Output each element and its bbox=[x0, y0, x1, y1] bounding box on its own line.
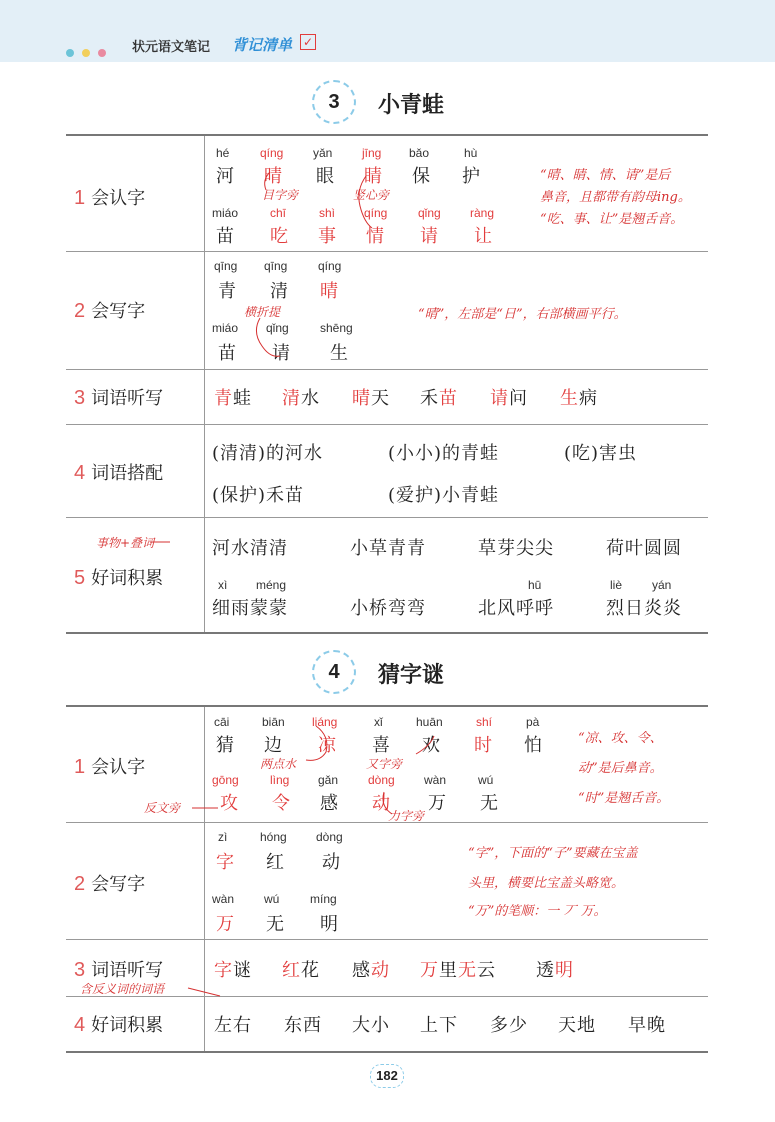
character: 猜 bbox=[216, 735, 234, 756]
character: 无 bbox=[266, 914, 284, 935]
note-line: “晴”，左部是“日”，右部横画平行。 bbox=[418, 307, 627, 322]
pinyin: dòng bbox=[368, 773, 395, 787]
good-word: 河水清清 bbox=[212, 538, 288, 559]
lesson4-row-good-words bbox=[66, 997, 708, 1053]
character: 动 bbox=[372, 793, 390, 814]
check-icon: ✓ bbox=[300, 34, 316, 50]
pinyin: chī bbox=[270, 206, 287, 220]
dot-blue bbox=[66, 49, 74, 57]
character: 动 bbox=[322, 852, 340, 873]
lesson3-row-collocation bbox=[66, 425, 708, 518]
character: 睛 bbox=[364, 166, 382, 187]
character: 情 bbox=[366, 226, 384, 247]
good-word: 草芽尖尖 bbox=[478, 538, 554, 559]
character: 怕 bbox=[524, 735, 542, 756]
row-label: 4 词语搭配 bbox=[74, 462, 164, 484]
note-line: “字”，下面的“子”要藏在宝盖 bbox=[468, 846, 638, 861]
page-header bbox=[0, 0, 775, 62]
lesson3-title bbox=[0, 80, 775, 124]
pinyin: wú bbox=[264, 892, 280, 906]
annotation-mu-radical: 目字旁 bbox=[262, 188, 299, 202]
pinyin: gǎn bbox=[318, 773, 339, 787]
character: 请 bbox=[272, 343, 290, 364]
lesson4-number: 4 bbox=[312, 650, 356, 694]
dot-pink bbox=[98, 49, 106, 57]
good-word: 荷叶圆圆 bbox=[606, 538, 682, 559]
character: 保 bbox=[412, 166, 430, 187]
lesson4-title bbox=[0, 650, 775, 694]
collocation-item: (保护)禾苗 bbox=[212, 485, 305, 506]
lesson3-name: 小青蛙 bbox=[378, 93, 445, 118]
row-label: 1 会认字 bbox=[74, 187, 146, 209]
pinyin: qǐng bbox=[266, 321, 289, 335]
pinyin: míng bbox=[310, 892, 337, 906]
row-label: 3 词语听写 bbox=[74, 387, 164, 409]
good-word: 多少 bbox=[490, 1015, 528, 1036]
pinyin: hù bbox=[464, 146, 478, 160]
page-number: 182 bbox=[370, 1064, 404, 1088]
pinyin: wàn bbox=[424, 773, 447, 787]
header-dots bbox=[66, 42, 114, 61]
character: 攻 bbox=[220, 793, 238, 814]
row-label: 3 词语听写 bbox=[74, 959, 164, 981]
dictation-word: 禾苗 bbox=[420, 388, 458, 409]
pinyin: méng bbox=[256, 578, 287, 592]
pinyin: shì bbox=[319, 206, 336, 220]
dictation-word: 红花 bbox=[282, 960, 320, 981]
side-note: 含反义词的词语 bbox=[80, 982, 165, 996]
pinyin: lìng bbox=[270, 773, 290, 787]
pinyin: ràng bbox=[470, 206, 495, 220]
good-word: 北风呼呼 bbox=[478, 598, 554, 619]
row-label: 2 会写字 bbox=[74, 300, 146, 322]
pinyin: miáo bbox=[212, 321, 239, 335]
pinyin: shí bbox=[476, 715, 493, 729]
good-word: 小草青青 bbox=[350, 538, 426, 559]
annotation-fan-wen-radical: 反文旁 bbox=[144, 801, 181, 815]
pinyin: bǎo bbox=[409, 146, 430, 160]
pinyin: qīng bbox=[264, 259, 288, 273]
character: 河 bbox=[216, 166, 234, 187]
good-word: 小桥弯弯 bbox=[350, 598, 426, 619]
pinyin: gōng bbox=[212, 773, 239, 787]
lesson3-number: 3 bbox=[312, 80, 356, 124]
row-label: 5 好词积累 bbox=[74, 567, 164, 589]
character: 无 bbox=[480, 793, 498, 814]
pinyin: pà bbox=[526, 715, 540, 729]
good-word: 上下 bbox=[420, 1015, 458, 1036]
pinyin: wú bbox=[478, 773, 494, 787]
collocation-item: (小小)的青蛙 bbox=[388, 443, 500, 464]
annotation-shu-radical: 竖心旁 bbox=[353, 188, 390, 202]
pinyin: dòng bbox=[316, 830, 343, 844]
lesson4-row-recognize bbox=[66, 705, 708, 823]
character: 凉 bbox=[318, 735, 336, 756]
dictation-word: 透明 bbox=[536, 960, 574, 981]
collocation-item: (清清)的河水 bbox=[212, 443, 324, 464]
character: 欢 bbox=[422, 735, 440, 756]
character: 字 bbox=[216, 852, 234, 873]
note-line: “万”的笔顺：一 丆 万。 bbox=[468, 904, 607, 919]
good-word: 大小 bbox=[352, 1015, 390, 1036]
character: 喜 bbox=[372, 735, 390, 756]
note-line: 头里，横要比宝盖头略宽。 bbox=[468, 876, 625, 891]
dictation-word: 青蛙 bbox=[214, 388, 252, 409]
lesson3-row-write bbox=[66, 251, 708, 370]
character: 清 bbox=[270, 281, 288, 302]
good-word: 细雨蒙蒙 bbox=[212, 598, 288, 619]
lesson3-row-dictation bbox=[66, 370, 708, 425]
character: 苗 bbox=[216, 226, 234, 247]
pinyin: xì bbox=[218, 578, 228, 592]
pinyin: qíng bbox=[318, 259, 342, 273]
pinyin: huān bbox=[416, 715, 443, 729]
character: 感 bbox=[320, 793, 338, 814]
dictation-word: 晴天 bbox=[352, 388, 390, 409]
lesson4-row-write bbox=[66, 822, 708, 940]
good-word: 早晚 bbox=[628, 1015, 666, 1036]
good-word: 左右 bbox=[214, 1015, 252, 1036]
pinyin: hóng bbox=[260, 830, 287, 844]
side-note: 事物+叠词 bbox=[96, 536, 155, 550]
character: 生 bbox=[330, 343, 348, 364]
lesson3-row-recognize bbox=[66, 134, 708, 252]
character: 时 bbox=[474, 735, 492, 756]
pinyin: wàn bbox=[212, 892, 235, 906]
character: 令 bbox=[272, 793, 290, 814]
pinyin: shēng bbox=[320, 321, 353, 335]
character: 让 bbox=[474, 226, 492, 247]
character: 护 bbox=[462, 166, 480, 187]
character: 眼 bbox=[316, 166, 334, 187]
character: 晴 bbox=[320, 281, 338, 302]
pinyin: jīng bbox=[362, 146, 382, 160]
pinyin: xǐ bbox=[374, 715, 383, 729]
pinyin: hé bbox=[216, 146, 230, 160]
character: 万 bbox=[216, 914, 234, 935]
character: 晴 bbox=[264, 166, 282, 187]
pinyin: zì bbox=[218, 830, 228, 844]
character: 青 bbox=[218, 281, 236, 302]
note-line: “凉、攻、令、 bbox=[578, 731, 663, 746]
pinyin: qíng bbox=[260, 146, 284, 160]
pinyin: miáo bbox=[212, 206, 239, 220]
row-label: 1 会认字 bbox=[74, 756, 146, 778]
pinyin: yán bbox=[652, 578, 672, 592]
lesson4-row-dictation bbox=[66, 940, 708, 997]
character: 明 bbox=[320, 914, 338, 935]
annotation-liang-dian-shui: 两点水 bbox=[260, 757, 297, 771]
character: 事 bbox=[318, 226, 336, 247]
lesson3-row-good-words bbox=[66, 518, 708, 634]
row-label: 4 好词积累 bbox=[74, 1014, 164, 1036]
pinyin: yǎn bbox=[313, 146, 333, 160]
dictation-word: 请问 bbox=[490, 388, 528, 409]
annotation-li-radical: 力字旁 bbox=[388, 809, 425, 823]
dictation-word: 感动 bbox=[352, 960, 390, 981]
character: 吃 bbox=[270, 226, 288, 247]
dictation-word: 生病 bbox=[560, 388, 598, 409]
collocation-item: (爱护)小青蛙 bbox=[388, 485, 500, 506]
pinyin: cāi bbox=[214, 715, 230, 729]
character: 苗 bbox=[218, 343, 236, 364]
dictation-word: 字谜 bbox=[214, 960, 252, 981]
header-title: 状元语文笔记 bbox=[132, 39, 211, 54]
pinyin: qíng bbox=[364, 206, 388, 220]
annotation-you-radical: 又字旁 bbox=[366, 757, 403, 771]
good-word: 天地 bbox=[558, 1015, 596, 1036]
note-line: “晴、睛、情、请”是后 bbox=[540, 168, 671, 183]
pinyin: hū bbox=[528, 578, 542, 592]
annotation-heng-zhe-ti: 横折提 bbox=[244, 305, 281, 319]
good-word: 东西 bbox=[284, 1015, 322, 1036]
character: 边 bbox=[264, 735, 282, 756]
note-line: “吃、事、让”是翘舌音。 bbox=[540, 212, 684, 227]
note-line: “时”是翘舌音。 bbox=[578, 791, 670, 806]
character: 红 bbox=[266, 852, 284, 873]
row-label: 2 会写字 bbox=[74, 873, 146, 895]
pinyin: qǐng bbox=[418, 206, 441, 220]
note-line: 鼻音，且都带有韵母ing。 bbox=[540, 190, 691, 205]
good-word: 烈日炎炎 bbox=[606, 598, 682, 619]
dot-yellow bbox=[82, 49, 90, 57]
lesson4-name: 猜字谜 bbox=[378, 663, 445, 688]
pinyin: liè bbox=[610, 578, 623, 592]
pinyin: biān bbox=[262, 715, 285, 729]
pinyin: qīng bbox=[214, 259, 238, 273]
header-subtitle: 背记清单 bbox=[232, 37, 293, 54]
pinyin: liáng bbox=[312, 715, 338, 729]
collocation-item: (吃)害虫 bbox=[564, 443, 638, 464]
dictation-word: 清水 bbox=[282, 388, 320, 409]
character: 万 bbox=[428, 793, 446, 814]
dictation-word: 万里无云 bbox=[420, 960, 496, 981]
character: 请 bbox=[420, 226, 438, 247]
note-line: 动”是后鼻音。 bbox=[578, 761, 663, 776]
